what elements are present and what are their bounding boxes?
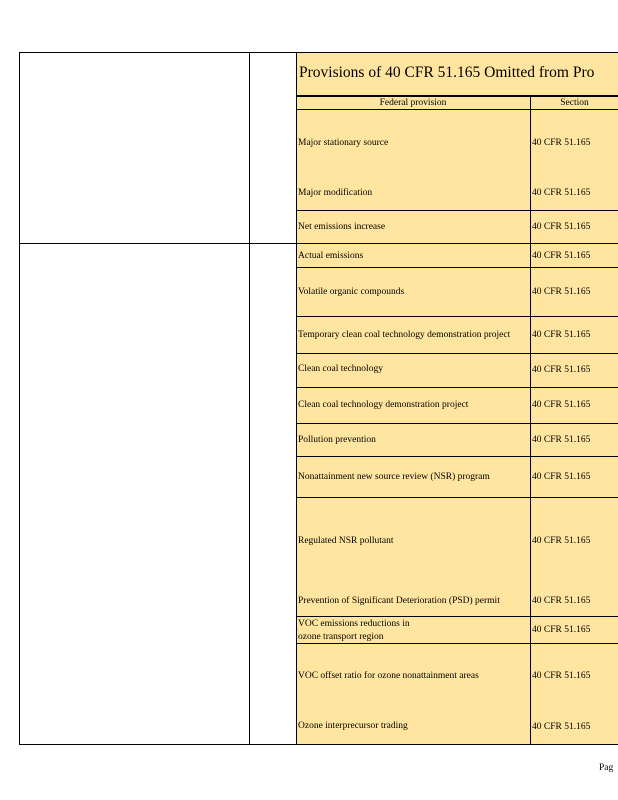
row-provision: Clean coal technology demonstration project (298, 400, 469, 410)
column-header-section: Section (560, 98, 589, 108)
column-divider-2 (296, 52, 297, 745)
row-section: 40 CFR 51.165 (532, 222, 591, 232)
row-section: 40 CFR 51.165 (532, 400, 591, 410)
row-provision: Ozone interprecursor trading (298, 721, 408, 731)
row-rule (296, 423, 618, 424)
row-section: 40 CFR 51.165 (532, 188, 591, 198)
row-section: 40 CFR 51.165 (532, 287, 591, 297)
row-provision: Major modification (298, 188, 373, 198)
row-provision-line2: ozone transport region (298, 632, 384, 642)
section-divider (19, 243, 618, 244)
left-border (19, 52, 20, 745)
column-divider-3 (530, 96, 531, 745)
page-footer: Pag (599, 763, 614, 773)
row-provision: Nonattainment new source review (NSR) program (298, 472, 490, 482)
table-bottom-border (19, 744, 618, 745)
row-provision: Pollution prevention (298, 435, 376, 445)
row-rule (296, 497, 618, 498)
row-provision-line1: VOC emissions reductions in (298, 619, 410, 629)
row-rule (296, 643, 618, 644)
column-divider-1 (249, 52, 250, 745)
table-title: Provisions of 40 CFR 51.165 Omitted from Pro (299, 64, 595, 81)
row-section: 40 CFR 51.165 (532, 251, 591, 261)
column-header-provision: Federal provision (379, 98, 447, 108)
row-rule (296, 316, 618, 317)
row-section: 40 CFR 51.165 (532, 671, 591, 681)
row-provision: Regulated NSR pollutant (298, 536, 394, 546)
row-rule (296, 353, 618, 354)
header-bottom-rule (296, 109, 618, 110)
row-section: 40 CFR 51.165 (532, 330, 591, 340)
row-provision: Volatile organic compounds (298, 287, 405, 297)
row-provision: Major stationary source (298, 138, 389, 148)
row-provision: Prevention of Significant Deterioration (PSD) permit (298, 596, 500, 606)
row-rule (296, 456, 618, 457)
row-section: 40 CFR 51.165 (532, 138, 591, 148)
row-rule (296, 387, 618, 388)
table-top-border (19, 52, 618, 53)
row-section: 40 CFR 51.165 (532, 722, 591, 732)
row-rule (296, 616, 618, 617)
row-section: 40 CFR 51.165 (532, 472, 591, 482)
row-section: 40 CFR 51.165 (532, 365, 591, 375)
row-provision: Actual emissions (298, 251, 364, 261)
row-rule (296, 267, 618, 268)
row-section: 40 CFR 51.165 (532, 536, 591, 546)
row-rule (296, 210, 618, 211)
row-section: 40 CFR 51.165 (532, 435, 591, 445)
row-provision: Clean coal technology (298, 364, 383, 374)
row-section: 40 CFR 51.165 (532, 625, 591, 635)
row-provision: VOC offset ratio for ozone nonattainment areas (298, 671, 479, 681)
row-section: 40 CFR 51.165 (532, 596, 591, 606)
row-provision: Temporary clean coal technology demonstration project (298, 330, 511, 340)
row-provision: Net emissions increase (298, 222, 386, 232)
